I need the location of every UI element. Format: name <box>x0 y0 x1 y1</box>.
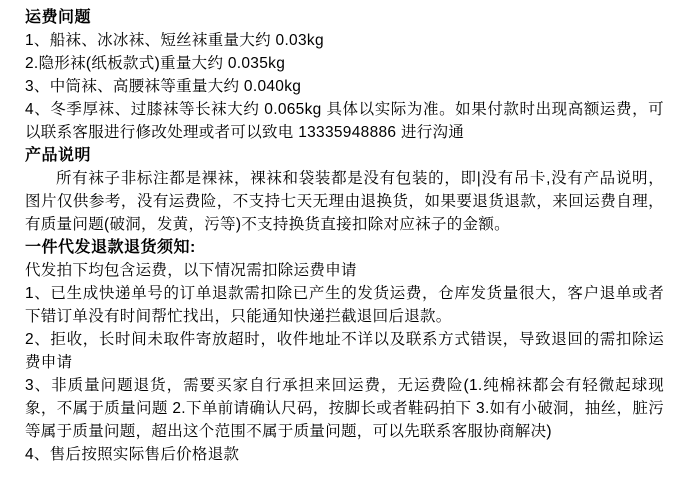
refund-item-1: 1、已生成快递单号的订单退款需扣除已产生的发货运费，仓库发货量很大，客户退单或者下错订单没有时间帮忙找出，只能通知快递拦截退回后退款。 <box>25 285 664 325</box>
shipping-item-4: 4、冬季厚袜、过膝袜等长袜大约 0.065kg 具体以实际为准。如果付款时出现高额运费，可以联系客服进行修改处理或者可以致电 13335948886 进行沟通 <box>25 101 664 141</box>
refund-item-2: 2、拒收，长时间未取件寄放超时，收件地址不详以及联系方式错误，导致退回的需扣除运费申请 <box>25 331 664 371</box>
heading-shipping-fee: 运费问题 <box>25 9 92 26</box>
shipping-item-2: 2.隐形袜(纸板款式)重量大约 0.035kg <box>25 55 286 72</box>
shipping-item-3: 3、中筒袜、高腰袜等重量大约 0.040kg <box>25 78 302 95</box>
refund-intro: 代发拍下均包含运费，以下情况需扣除运费申请 <box>25 262 357 279</box>
heading-dropship-refund-notice: 一件代发退款退货须知: <box>25 239 196 256</box>
refund-item-3: 3、非质量问题退货，需要买家自行承担来回运费，无运费险(1.纯棉袜都会有轻微起球现象，不属于质量问题 2.下单前请确认尺码，按脚长或者鞋码拍下 3.如有小破洞，抽丝，脏污等属于质量问题，超出这个范围不属于质量问题，可以先联系客服协商解决) <box>25 377 664 440</box>
product-description-paragraph: 所有袜子非标注都是裸袜，裸袜和袋装都是没有包装的，即|没有吊卡,没有产品说明，图片仅供参考，没有运费险，不支持七天无理由退换货，如果要退货退款，来回运费自理，有质量问题(破洞，发黄，污等)不支持换货直接扣除对应袜子的金额。 <box>25 170 664 233</box>
refund-item-4: 4、售后按照实际售后价格退款 <box>25 446 240 463</box>
shipping-item-1: 1、船袜、冰冰袜、短丝袜重量大约 0.03kg <box>25 32 324 49</box>
heading-product-description: 产品说明 <box>25 147 92 164</box>
